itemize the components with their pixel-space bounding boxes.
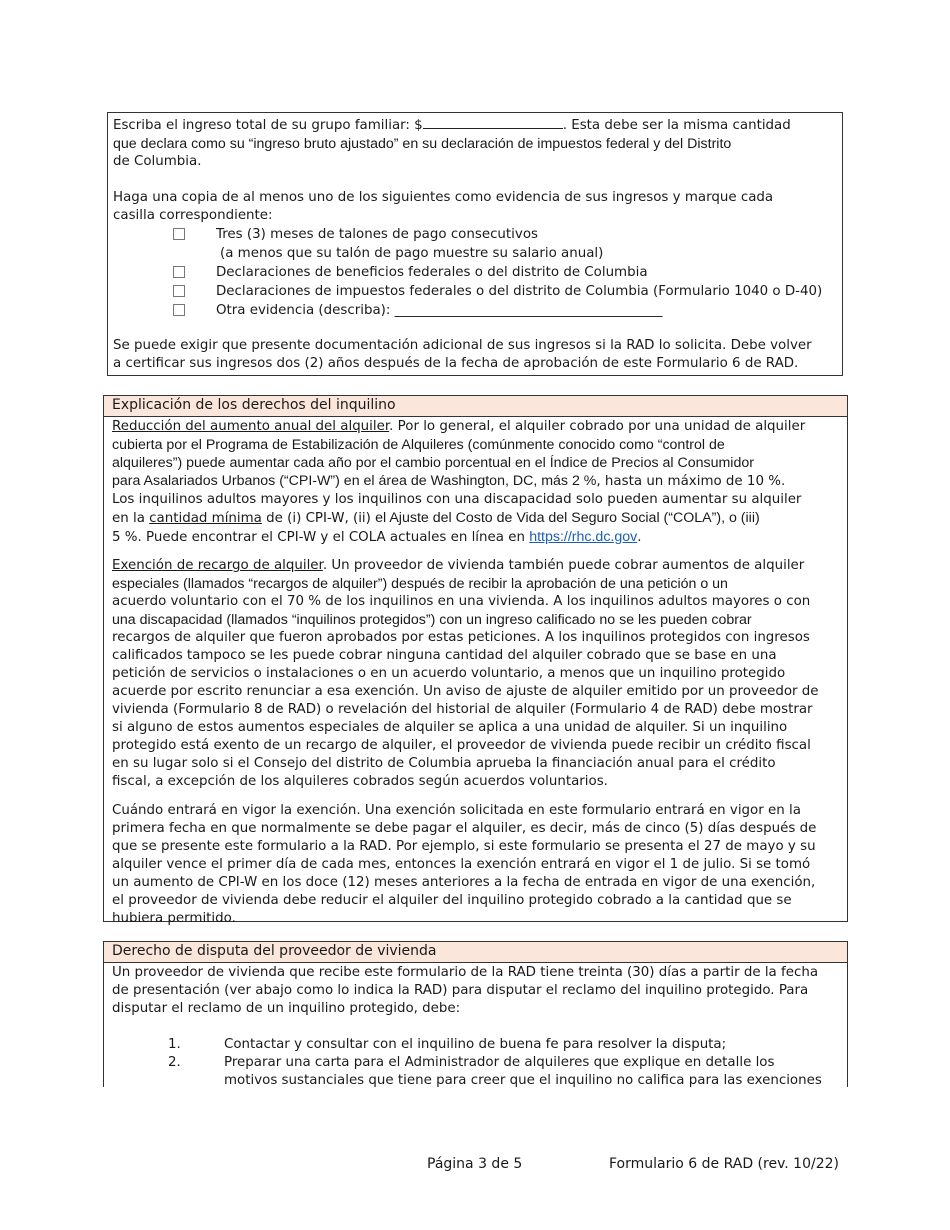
benefits-checkbox[interactable] xyxy=(173,266,185,278)
pay-stubs-checkbox[interactable] xyxy=(173,228,185,240)
rights-p2-line: vivienda (Formulario 8 de RAD) o revelación del historial de alquiler (Formulario 4 de RAD) debe mostrar xyxy=(112,702,813,717)
dispute-intro-line: de presentación (ver abajo como lo indica la RAD) para disputar el reclamo del inquilino protegido. Para xyxy=(112,983,809,998)
closing-line-2: a certificar sus ingresos dos (2) años después de la fecha de aprobación de este Formulario 6 de RAD. xyxy=(113,356,799,371)
rights-p3-line: el proveedor de vivienda debe reducir el alquiler del inquilino protegido cobrado a la cantidad que se xyxy=(112,893,792,908)
tenant-rights-header: Explicación de los derechos del inquilino xyxy=(104,396,847,417)
evidence-option-benefits[interactable] xyxy=(113,263,842,282)
form-revision: Formulario 6 de RAD (rev. 10/22) xyxy=(609,1156,839,1172)
rights-p3-line: primera fecha en que normalmente se debe pagar el alquiler, es decir, más de cinco (5) días después de xyxy=(112,821,817,836)
rights-p1-line: en la cantidad mínima de (i) CPI-W, (ii) el Ajuste del Costo de Vida del Seguro Social (“COLA”), o (iii) xyxy=(112,510,760,526)
rights-p3-line: Cuándo entrará en vigor la exención. Una exención solicitada en este formulario entrará en vigor en la xyxy=(112,803,801,818)
rights-p1-line: Reducción del aumento anual del alquiler. Por lo general, el alquiler cobrado por una unidad de alquiler xyxy=(112,419,806,434)
rights-p1-line: alquileres”) puede aumentar cada año por el cambio porcentual en el Índice de Precios al Consumidor xyxy=(112,455,754,471)
rights-p1-line: Los inquilinos adultos mayores y los inquilinos con una discapacidad solo pueden aumentar su alquiler xyxy=(112,492,802,507)
rights-p1-line: para Asalariados Urbanos (“CPI-W”) en el área de Washington, DC, más 2 %, hasta un máximo de 10 %. xyxy=(112,473,786,489)
income-section xyxy=(107,112,843,376)
page-number: Página 3 de 5 xyxy=(427,1156,523,1172)
rights-p2-line: protegido está exento de un recargo de alquiler, el proveedor de vivienda puede recibir un crédito fiscal xyxy=(112,738,811,753)
rights-p1-line: cubierta por el Programa de Estabilización de Alquileres (comúnmente conocido como “control de xyxy=(112,437,725,453)
rights-p2-line: calificados tampoco se les puede cobrar ninguna cantidad del alquiler cobrado que se base en una xyxy=(112,648,777,663)
evidence-option-label: Declaraciones de impuestos federales o del distrito de Columbia (Formulario 1040 o D-40) xyxy=(216,284,823,299)
dispute-intro-line: Un proveedor de vivienda que recibe este formulario de la RAD tiene treinta (30) días a partir de la fecha xyxy=(112,965,819,980)
dispute-header: Derecho de disputa del proveedor de vivienda xyxy=(104,942,847,963)
rights-p2-line: en su lugar solo si el Consejo del distrito de Columbia aprueba la financiación anual para el crédito xyxy=(112,756,776,771)
evidence-option-label: Declaraciones de beneficios federales o del distrito de Columbia xyxy=(216,265,648,280)
tax-returns-checkbox[interactable] xyxy=(173,285,185,297)
evidence-option-label: Otra evidencia (describa): ________________________________________ xyxy=(216,303,663,318)
tenant-rights-section xyxy=(103,395,848,926)
rhc-website-link[interactable]: https://rhc.dc.gov xyxy=(529,529,638,545)
pay-stubs-note: (a menos que su talón de pago muestre su salario anual) xyxy=(220,246,604,261)
income-line3: de Columbia. xyxy=(113,154,202,169)
rights-p3-line: un aumento de CPI-W en los doce (12) meses anteriores a la fecha de entrada en vigor de una exención, xyxy=(112,875,816,890)
rights-p2-line: petición de servicios o instalaciones o en un acuerdo voluntario, a menos que un inquilino protegido xyxy=(112,666,786,681)
income-amount-field[interactable] xyxy=(423,115,563,129)
rights-p2-line: especiales (llamados “recargos de alquiler”) después de recibir la aprobación de una petición o un xyxy=(112,576,728,592)
surcharge-exemption-heading: Exención de recargo de alquiler xyxy=(112,558,323,573)
dispute-item: 2. Preparar una carta para el Administrador de alquileres que explique en detalle los xyxy=(168,1055,775,1070)
evidence-option-label: Tres (3) meses de talones de pago consecutivos xyxy=(216,227,538,242)
rights-p3-line: hubiera permitido. xyxy=(112,911,236,926)
evidence-option-pay-stubs[interactable] xyxy=(113,225,842,244)
rights-p2-line: Exención de recargo de alquiler. Un proveedor de vivienda también puede cobrar aumentos de alquiler xyxy=(112,558,805,573)
income-line1-post: . Esta debe ser la misma cantidad xyxy=(562,118,791,133)
rights-p1-line: 5 %. Puede encontrar el CPI-W y el COLA actuales en línea en https://rhc.dc.gov. xyxy=(112,529,642,545)
annual-increase-heading: Reducción del aumento anual del alquiler xyxy=(112,419,390,434)
dispute-item: 1. Contactar y consultar con el inquilino de buena fe para resolver la disputa; xyxy=(168,1037,727,1052)
dispute-item-continuation: motivos sustanciales que tiene para creer que el inquilino no califica para las exenciones xyxy=(224,1073,822,1088)
income-line2: que declara como su “ingreso bruto ajustado” en su declaración de impuestos federal y del Distrito xyxy=(113,136,732,152)
evidence-intro-1: Haga una copia de al menos uno de los siguientes como evidencia de sus ingresos y marque cada xyxy=(113,190,774,205)
rights-p2-line: recargos de alquiler que fueron aprobados por estas peticiones. A los inquilinos protegidos con ingresos xyxy=(112,630,810,645)
evidence-option-other[interactable] xyxy=(113,301,842,320)
rights-p2-line: acuerdo voluntario con el 70 % de los inquilinos en una vivienda. A los inquilinos adultos mayores o con xyxy=(112,594,811,609)
dispute-intro-line: disputar el reclamo de un inquilino protegido, debe: xyxy=(112,1001,461,1016)
rights-p2-line: fiscal, a excepción de los alquileres cobrados según acuerdos voluntarios. xyxy=(112,774,608,789)
rights-p2-line: una discapacidad (llamados “inquilinos protegidos”) con un ingreso calificado no se les pueden cobrar xyxy=(112,612,752,628)
rights-p3-line: alquiler vence el primer día de cada mes, entonces la exención entrará en vigor el 1 de julio. Si se tomó xyxy=(112,857,811,872)
evidence-option-tax-returns[interactable] xyxy=(113,282,842,301)
rights-p2-line: acuerde por escrito renunciar a esa exención. Un aviso de ajuste de alquiler emitido por un proveedor de xyxy=(112,684,819,699)
evidence-intro-2: casilla correspondiente: xyxy=(113,208,273,223)
dispute-section xyxy=(103,941,848,1087)
income-line1-pre: Escriba el ingreso total de su grupo familiar: $ xyxy=(113,118,423,133)
rights-p3-line: que se presente este formulario a la RAD. Por ejemplo, si este formulario se presenta el 27 de mayo y su xyxy=(112,839,816,854)
other-evidence-checkbox[interactable] xyxy=(173,304,185,316)
minimum-amount-term: cantidad mínima xyxy=(149,511,262,526)
closing-line-1: Se puede exigir que presente documentación adicional de sus ingresos si la RAD lo solicita. Debe volver xyxy=(113,338,812,353)
rights-p2-line: si alguno de estos aumentos especiales de alquiler se aplica a una unidad de alquiler. Si un inquilino xyxy=(112,720,788,735)
